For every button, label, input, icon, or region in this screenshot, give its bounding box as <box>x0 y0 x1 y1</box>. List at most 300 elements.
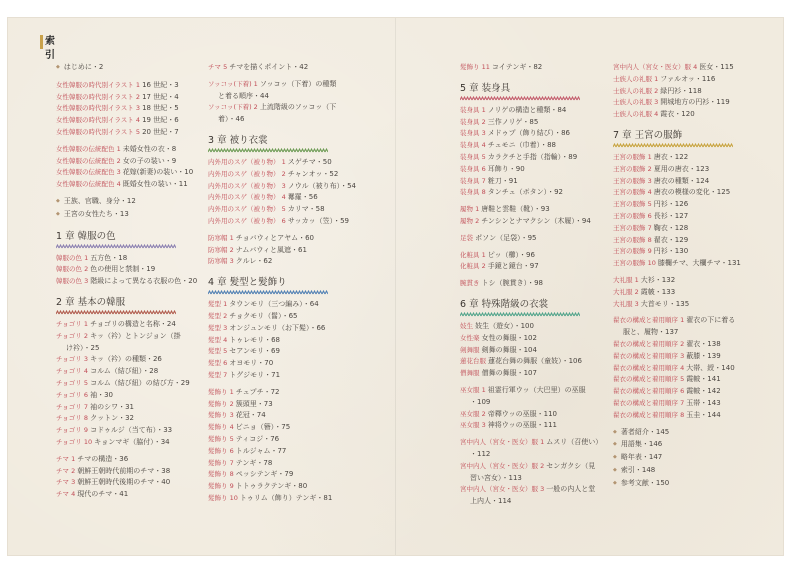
entry-section-label: 内外用のスゲ（被り物） 5 <box>208 205 288 214</box>
entry-section-label: 翟衣の構成と着用順序 8 <box>613 410 687 419</box>
chapter-heading <box>208 134 356 147</box>
entry-text: 霞帔・142 <box>686 387 721 396</box>
entry-text: トグジモリ・71 <box>229 370 281 379</box>
entry-section-label: 韓服の色 2 <box>56 265 91 274</box>
chapter-number: 1 章 <box>56 230 75 242</box>
index-entry <box>208 245 356 257</box>
entry-section-label: 女性楽 <box>460 333 482 342</box>
entry-section-label: 内外用のスゲ（被り物） 3 <box>208 181 288 190</box>
index-entry <box>460 62 602 74</box>
index-entry <box>613 164 741 176</box>
index-column-1 <box>56 62 197 501</box>
chapter-title: 特殊階級の衣裳 <box>481 298 549 310</box>
entry-section-label: 履物 2 <box>460 216 482 225</box>
index-entry <box>460 187 602 199</box>
entry-section-label: 王宮の服飾 10 <box>613 259 658 268</box>
index-entry <box>208 157 356 169</box>
entry-text: ティコジ・76 <box>235 434 280 443</box>
index-entry <box>613 235 741 247</box>
index-entry <box>613 86 741 98</box>
entry-text: 袖のシワ・31 <box>90 402 134 411</box>
entry-section-label: 王宮の服飾 3 <box>613 176 654 185</box>
index-entry <box>208 216 356 228</box>
entry-section-label: チョゴリ 5 <box>56 378 91 387</box>
entry-section-label: 髪型 6 <box>208 359 230 368</box>
chapter-title: 被り衣裳 <box>229 134 268 146</box>
entry-text: クットン・32 <box>90 414 134 423</box>
entry-section-label: チマ 4 <box>56 490 78 499</box>
index-entry <box>208 493 356 505</box>
chapter-ornament-band <box>56 310 176 315</box>
index-entry-continuation <box>460 397 602 409</box>
entry-section-label: 髪飾り 9 <box>208 482 236 491</box>
entry-section-label: 女性韓服の伝統配色 2 <box>56 156 123 165</box>
chapter-title: 韓服の色 <box>77 230 116 242</box>
entry-section-label: 宮中内人（宮女・医女）服 3 <box>460 485 547 494</box>
index-entry <box>460 437 602 449</box>
entry-text: ビニョ（簪）・75 <box>235 423 291 432</box>
index-entry <box>56 319 197 331</box>
entry-text: チョバウィとアヤム・60 <box>235 233 314 242</box>
entry-text: コドゥルジ（当て布）・33 <box>90 426 173 435</box>
entry-section-label: チョゴリ 6 <box>56 390 91 399</box>
entry-section-label: 髪飾り 6 <box>208 446 236 455</box>
entry-section-label: 翟衣の構成と着用順序 4 <box>613 363 687 372</box>
entry-text: オヨモリ・70 <box>229 359 274 368</box>
index-entry <box>613 62 741 74</box>
chapter-ornament-band <box>56 244 176 249</box>
index-entry <box>56 331 197 343</box>
entry-text: 王族、官職、身分・12 <box>63 196 136 205</box>
index-entry <box>56 425 197 437</box>
entry-text: 蓮花台舞の舞服（童妓）・106 <box>488 357 582 366</box>
entry-text: セアンモリ・69 <box>229 347 280 356</box>
entry-section-label: 剣舞服 <box>460 345 482 354</box>
index-entry <box>208 399 356 411</box>
entry-text: はじめに・2 <box>63 63 104 71</box>
entry-text: チュプチ・72 <box>235 387 280 396</box>
entry-text: 羃羅・56 <box>287 193 318 202</box>
index-entry <box>56 402 197 414</box>
index-entry <box>460 164 602 176</box>
entry-text: ピッ（櫛）・96 <box>487 250 535 259</box>
index-entry <box>460 420 602 432</box>
entry-text: 円衫・126 <box>653 200 689 209</box>
index-entry <box>56 167 197 179</box>
entry-text: 玉圭・144 <box>686 410 721 419</box>
index-entry <box>208 79 356 91</box>
chapter-ornament-band <box>208 290 328 295</box>
index-entry <box>613 223 741 235</box>
index-entry <box>613 374 741 386</box>
chapter-number: 7 章 <box>613 129 632 141</box>
entry-section-label: 防寒帽 3 <box>208 257 236 266</box>
entry-text: ナムバウィと風遮・61 <box>235 245 307 254</box>
entry-text: 花嫁(新妻)の装い・10 <box>122 168 194 177</box>
index-entry <box>613 187 741 199</box>
entry-text: 略年表・147 <box>620 453 663 462</box>
entry-text: トゥレモリ・68 <box>229 335 281 344</box>
index-entry <box>56 103 197 115</box>
entry-section-label: 翟衣の構成と着用順序 7 <box>613 398 687 407</box>
index-entry <box>460 484 602 496</box>
entry-text: コイテンギ・82 <box>491 63 543 71</box>
entry-section-label: チョゴリ 9 <box>56 426 91 435</box>
entry-section-label: 大礼服 2 <box>613 287 641 296</box>
index-entry <box>613 176 741 188</box>
entry-section-label: 大礼服 3 <box>613 299 641 308</box>
index-entry <box>613 211 741 223</box>
entry-text: 僧舞の舞服・107 <box>481 369 537 378</box>
chapter-heading <box>56 296 197 309</box>
entry-text: 手鏡と鏡台・97 <box>487 262 539 271</box>
entry-section-label: 内外用のスゲ（被り物） 6 <box>208 216 288 225</box>
entry-text: チョゴリの構造と名称・24 <box>90 319 176 328</box>
index-column-3 <box>460 62 602 508</box>
entry-section-label: 翟衣の構成と着用順序 5 <box>613 375 687 384</box>
index-entry-continuation <box>208 91 356 103</box>
entry-text: キッ（衿）とトンジョン（掛 <box>90 331 181 340</box>
index-entry <box>56 489 197 501</box>
entry-section-label: 翟衣の構成と着用順序 2 <box>613 339 687 348</box>
index-entry <box>56 466 197 478</box>
chapter-number: 4 章 <box>208 277 227 289</box>
header-accent-bar <box>40 35 43 49</box>
entry-text: 服と、履物・137 <box>623 328 679 337</box>
index-entry <box>613 74 741 86</box>
index-entry <box>208 481 356 493</box>
index-entry <box>613 109 741 121</box>
entry-section-label: ソッコッ(下着) 2 <box>208 103 260 112</box>
index-entry <box>460 368 602 380</box>
index-entry <box>460 176 602 188</box>
entry-section-label: 王宮の服飾 8 <box>613 235 654 244</box>
index-entry <box>613 351 741 363</box>
entry-text: 円衫・130 <box>653 247 689 256</box>
chapter-heading <box>56 230 197 243</box>
index-bullet-entry <box>56 209 197 222</box>
index-entry <box>460 461 602 473</box>
entry-text: 20 世紀・7 <box>142 127 179 136</box>
entry-text: テンギ・78 <box>235 458 273 467</box>
entry-text: 神将ウッの巫服・111 <box>487 421 558 430</box>
entry-section-label: 足袋 <box>460 233 476 242</box>
entry-section-label: 髪飾り 7 <box>208 458 236 467</box>
entry-section-label: 大礼服 1 <box>613 275 641 284</box>
index-entry-continuation <box>460 473 602 485</box>
entry-text: と着る順序・44 <box>218 91 269 100</box>
entry-section-label: 王宮の服飾 1 <box>613 152 654 161</box>
entry-section-label: 髪飾り 1 <box>208 387 236 396</box>
entry-section-label: 髪飾り 10 <box>208 493 240 502</box>
entry-section-label: 翟衣の構成と着用順序 3 <box>613 351 687 360</box>
entry-text: トトゥラクテンギ・80 <box>235 482 308 491</box>
entry-text: チャンオッ・52 <box>287 169 339 178</box>
entry-text: 祖霊行軍ウッ（大巴里）の巫服 <box>487 385 586 394</box>
entry-text: キッ（衿）の種類・26 <box>90 355 162 364</box>
entry-section-label: 髪飾り 4 <box>208 423 236 432</box>
entry-text: ノウル（被り布）・54 <box>287 181 356 190</box>
entry-text: ソッコッ（下着）の種類 <box>259 79 337 88</box>
entry-text: センガクシ（見 <box>546 461 596 470</box>
index-entry <box>460 409 602 421</box>
entry-section-label: 髪飾り 2 <box>208 399 236 408</box>
entry-section-label: 髪型 3 <box>208 323 230 332</box>
entry-section-label: 士族人の礼服 1 <box>613 74 661 83</box>
entry-section-label: 髪型 1 <box>208 300 230 309</box>
entry-text: 蔽膝・139 <box>686 351 721 360</box>
entry-text: 唐鞋と雲鞋（靴）・93 <box>481 205 550 214</box>
book-spine <box>395 18 396 555</box>
entry-section-label: 巫女服 3 <box>460 421 488 430</box>
index-entry <box>460 233 602 245</box>
entry-text: 大帯、綬・140 <box>686 363 735 372</box>
index-entry <box>208 299 356 311</box>
index-bullet-entry <box>56 196 197 209</box>
entry-text: 袖・30 <box>90 390 113 399</box>
index-bullet-entry <box>613 427 741 440</box>
entry-text: タンチュ（ボタン）・92 <box>487 188 563 197</box>
entry-section-label: 王宮の服飾 4 <box>613 188 654 197</box>
entry-text: 着）・46 <box>218 115 245 124</box>
index-entry <box>208 422 356 434</box>
entry-text: トルジャム・77 <box>235 446 287 455</box>
index-entry-continuation <box>460 449 602 461</box>
entry-text: スゲチマ・50 <box>287 157 332 166</box>
entry-section-label: 装身具 8 <box>460 188 488 197</box>
entry-text: 三作ノリゲ・85 <box>487 117 539 126</box>
entry-text: ・112 <box>470 449 491 458</box>
entry-section-label: チマ 1 <box>56 454 78 463</box>
index-entry <box>56 477 197 489</box>
index-entry <box>208 458 356 470</box>
entry-section-label: 女性韓服の伝統配色 4 <box>56 180 123 189</box>
entry-section-label: 王宮の服飾 5 <box>613 200 654 209</box>
entry-text: チンシンとナマクシン（木履）・94 <box>481 216 591 225</box>
index-entry <box>208 434 356 446</box>
entry-text: タウンモリ（三つ編み）・64 <box>229 300 319 309</box>
index-entry <box>460 261 602 273</box>
entry-text: 朝鮮王朝時代後期のチマ・40 <box>77 478 171 487</box>
index-entry <box>613 386 741 398</box>
index-entry <box>208 311 356 323</box>
entry-text: 長衫・127 <box>653 211 689 220</box>
index-entry <box>56 179 197 191</box>
index-entry <box>56 115 197 127</box>
entry-section-label: 髪型 2 <box>208 311 230 320</box>
entry-text: 霞帔・141 <box>686 375 721 384</box>
entry-section-label: ソッコッ(下着) 1 <box>208 79 260 88</box>
index-entry <box>460 105 602 117</box>
index-bullet-entry <box>613 465 741 478</box>
index-entry <box>613 410 741 422</box>
index-entry <box>56 378 197 390</box>
index-entry <box>460 152 602 164</box>
entry-text: ポソン（足袋）・95 <box>475 233 537 242</box>
chapter-heading <box>460 298 602 311</box>
index-entry <box>56 253 197 265</box>
chapter-ornament-band <box>613 143 733 148</box>
index-entry <box>56 264 197 276</box>
entry-section-label: チョゴリ 8 <box>56 414 91 423</box>
entry-text: 膝欄チマ、大欄チマ・131 <box>657 259 741 268</box>
entry-text: 16 世紀・3 <box>142 80 179 89</box>
index-entry <box>613 339 741 351</box>
entry-text: 上内人・114 <box>470 497 512 506</box>
chapter-number: 2 章 <box>56 296 75 308</box>
entry-section-label: 士族人の礼服 3 <box>613 98 661 107</box>
entry-section-label: 内外用のスゲ（被り物） 1 <box>208 157 288 166</box>
entry-section-label: 化粧具 1 <box>460 250 488 259</box>
entry-text: キョンマギ（脇付）・34 <box>94 437 170 446</box>
entry-text: 花冠・74 <box>235 411 266 420</box>
entry-section-label: チョゴリ 2 <box>56 331 91 340</box>
index-entry <box>208 358 356 370</box>
index-entry <box>613 315 741 327</box>
chapter-ornament-band <box>460 312 580 317</box>
chapter-title: 基本の韓服 <box>77 296 126 308</box>
index-entry <box>56 366 197 378</box>
entry-section-label: 内外用のスゲ（被り物） 2 <box>208 169 288 178</box>
entry-text: 玉帯・143 <box>686 398 721 407</box>
entry-section-label: 女性韓服の時代別イラスト 5 <box>56 127 143 136</box>
entry-text: 王宮の女性たち・13 <box>63 209 129 218</box>
index-entry <box>56 276 197 288</box>
index-entry <box>208 192 356 204</box>
entry-text: 霞帔・133 <box>640 287 676 296</box>
entry-section-label: 装身具 7 <box>460 176 488 185</box>
index-entry <box>460 385 602 397</box>
entry-text: 鞠衣・128 <box>653 223 689 232</box>
entry-section-label: 化粧具 2 <box>460 262 488 271</box>
chapter-heading <box>208 276 356 289</box>
index-entry <box>613 299 741 311</box>
index-bullet-entry <box>56 62 197 75</box>
entry-text: ペッシテンギ・79 <box>235 470 294 479</box>
entry-section-label: 髪型 7 <box>208 370 230 379</box>
entry-text: チュモニ（巾着）・88 <box>487 141 556 150</box>
index-entry <box>460 117 602 129</box>
entry-text: 18 世紀・5 <box>142 104 179 113</box>
entry-section-label: 韓服の色 1 <box>56 253 91 262</box>
entry-text: 参考文献・150 <box>620 478 670 487</box>
index-entry <box>460 321 602 333</box>
entry-text: 索引・148 <box>620 465 656 474</box>
index-entry <box>208 335 356 347</box>
entry-text: 習い宮女）・113 <box>470 473 522 482</box>
entry-text: コルム（結び紐）の結び方・29 <box>90 378 190 387</box>
chapter-title: 王宮の服飾 <box>634 129 683 141</box>
entry-text: 女の子の装い・9 <box>122 156 177 165</box>
entry-text: カラクチと手指（指輪）・89 <box>487 152 578 161</box>
entry-section-label: 防寒帽 2 <box>208 245 236 254</box>
chapter-title: 装身具 <box>481 82 511 94</box>
index-entry <box>208 446 356 458</box>
entry-text: 耳飾り・90 <box>487 164 525 173</box>
index-entry-continuation <box>460 496 602 508</box>
index-entry <box>460 140 602 152</box>
entry-text: 既婚女性の装い・11 <box>122 180 188 189</box>
entry-section-label: チマ 3 <box>56 478 78 487</box>
index-title: 索引 <box>45 36 55 61</box>
entry-text: け衿）・25 <box>66 343 100 352</box>
entry-section-label: 女性韓服の伝統配色 1 <box>56 144 123 153</box>
entry-text: ・109 <box>470 397 491 406</box>
entry-text: 朝鮮王朝時代前期のチマ・38 <box>77 466 171 475</box>
entry-text: 緑円衫・118 <box>660 86 702 95</box>
index-entry <box>56 454 197 466</box>
entry-text: ファルオッ・116 <box>660 74 716 83</box>
chapter-ornament-band <box>208 148 328 153</box>
index-entry <box>208 62 356 74</box>
entry-section-label: 王宮の服飾 9 <box>613 247 654 256</box>
index-entry <box>208 346 356 358</box>
entry-section-label: 髪型 5 <box>208 347 230 356</box>
entry-section-label: 女性韓服の時代別イラスト 1 <box>56 80 143 89</box>
entry-text: チマを描くポイント・42 <box>229 63 309 71</box>
index-entry <box>208 181 356 193</box>
entry-section-label: 髪飾り 11 <box>460 63 492 71</box>
index-entry <box>56 127 197 139</box>
entry-text: ムスリ（召使い） <box>546 438 603 447</box>
entry-section-label: 女性韓服の時代別イラスト 3 <box>56 104 143 113</box>
index-entry <box>208 410 356 422</box>
entry-text: 唐衣の模様の変化・125 <box>653 188 731 197</box>
entry-section-label: 蓮花台服 <box>460 357 489 366</box>
entry-section-label: 翟衣の構成と着用順序 6 <box>613 387 687 396</box>
entry-text: チマの構造・36 <box>77 454 129 463</box>
entry-text: 夏用の唐衣・123 <box>653 164 710 173</box>
entry-section-label: チョゴリ 3 <box>56 355 91 364</box>
entry-section-label: 装身具 5 <box>460 152 488 161</box>
entry-text: 五方色・18 <box>90 253 128 262</box>
entry-section-label: チョゴリ 4 <box>56 367 91 376</box>
index-entry <box>208 204 356 216</box>
entry-text: 簇頭里・73 <box>235 399 273 408</box>
entry-section-label: 王宮の服飾 7 <box>613 223 654 232</box>
index-entry <box>208 323 356 335</box>
entry-text: 霞衣・120 <box>660 110 695 119</box>
chapter-title: 髪型と髪飾り <box>229 277 287 289</box>
index-entry <box>613 287 741 299</box>
entry-section-label: 士族人の礼服 2 <box>613 86 661 95</box>
index-entry <box>208 256 356 268</box>
chapter-heading <box>613 129 741 142</box>
index-entry-continuation <box>56 343 197 355</box>
index-column-4 <box>613 62 741 491</box>
entry-section-label: チマ 2 <box>56 466 78 475</box>
entry-section-label: 巫女服 1 <box>460 385 488 394</box>
entry-section-label: 翟衣の構成と着用順序 1 <box>613 316 687 325</box>
index-bullet-entry <box>613 478 741 491</box>
entry-text: 用語集・146 <box>620 440 663 449</box>
entry-section-label: 妓生 <box>460 321 476 330</box>
entry-section-label: 内外用のスゲ（被り物） 4 <box>208 193 288 202</box>
index-entry <box>460 250 602 262</box>
entry-text: 著者紹介・145 <box>620 427 670 436</box>
entry-section-label: チョゴリ 1 <box>56 319 91 328</box>
index-entry <box>208 102 356 114</box>
entry-text: オンジュンモリ（お下髪）・66 <box>229 323 326 332</box>
entry-text: 唐衣の種類・124 <box>653 176 710 185</box>
entry-text: 色の使用と禁制・19 <box>90 265 156 274</box>
entry-text: メドゥプ（飾り結び）・86 <box>487 129 571 138</box>
entry-section-label: 韓服の色 3 <box>56 277 91 286</box>
entry-text: 開城地方の円衫・119 <box>660 98 730 107</box>
index-entry <box>460 333 602 345</box>
index-entry <box>460 216 602 228</box>
entry-text: 現代のチマ・41 <box>77 490 129 499</box>
